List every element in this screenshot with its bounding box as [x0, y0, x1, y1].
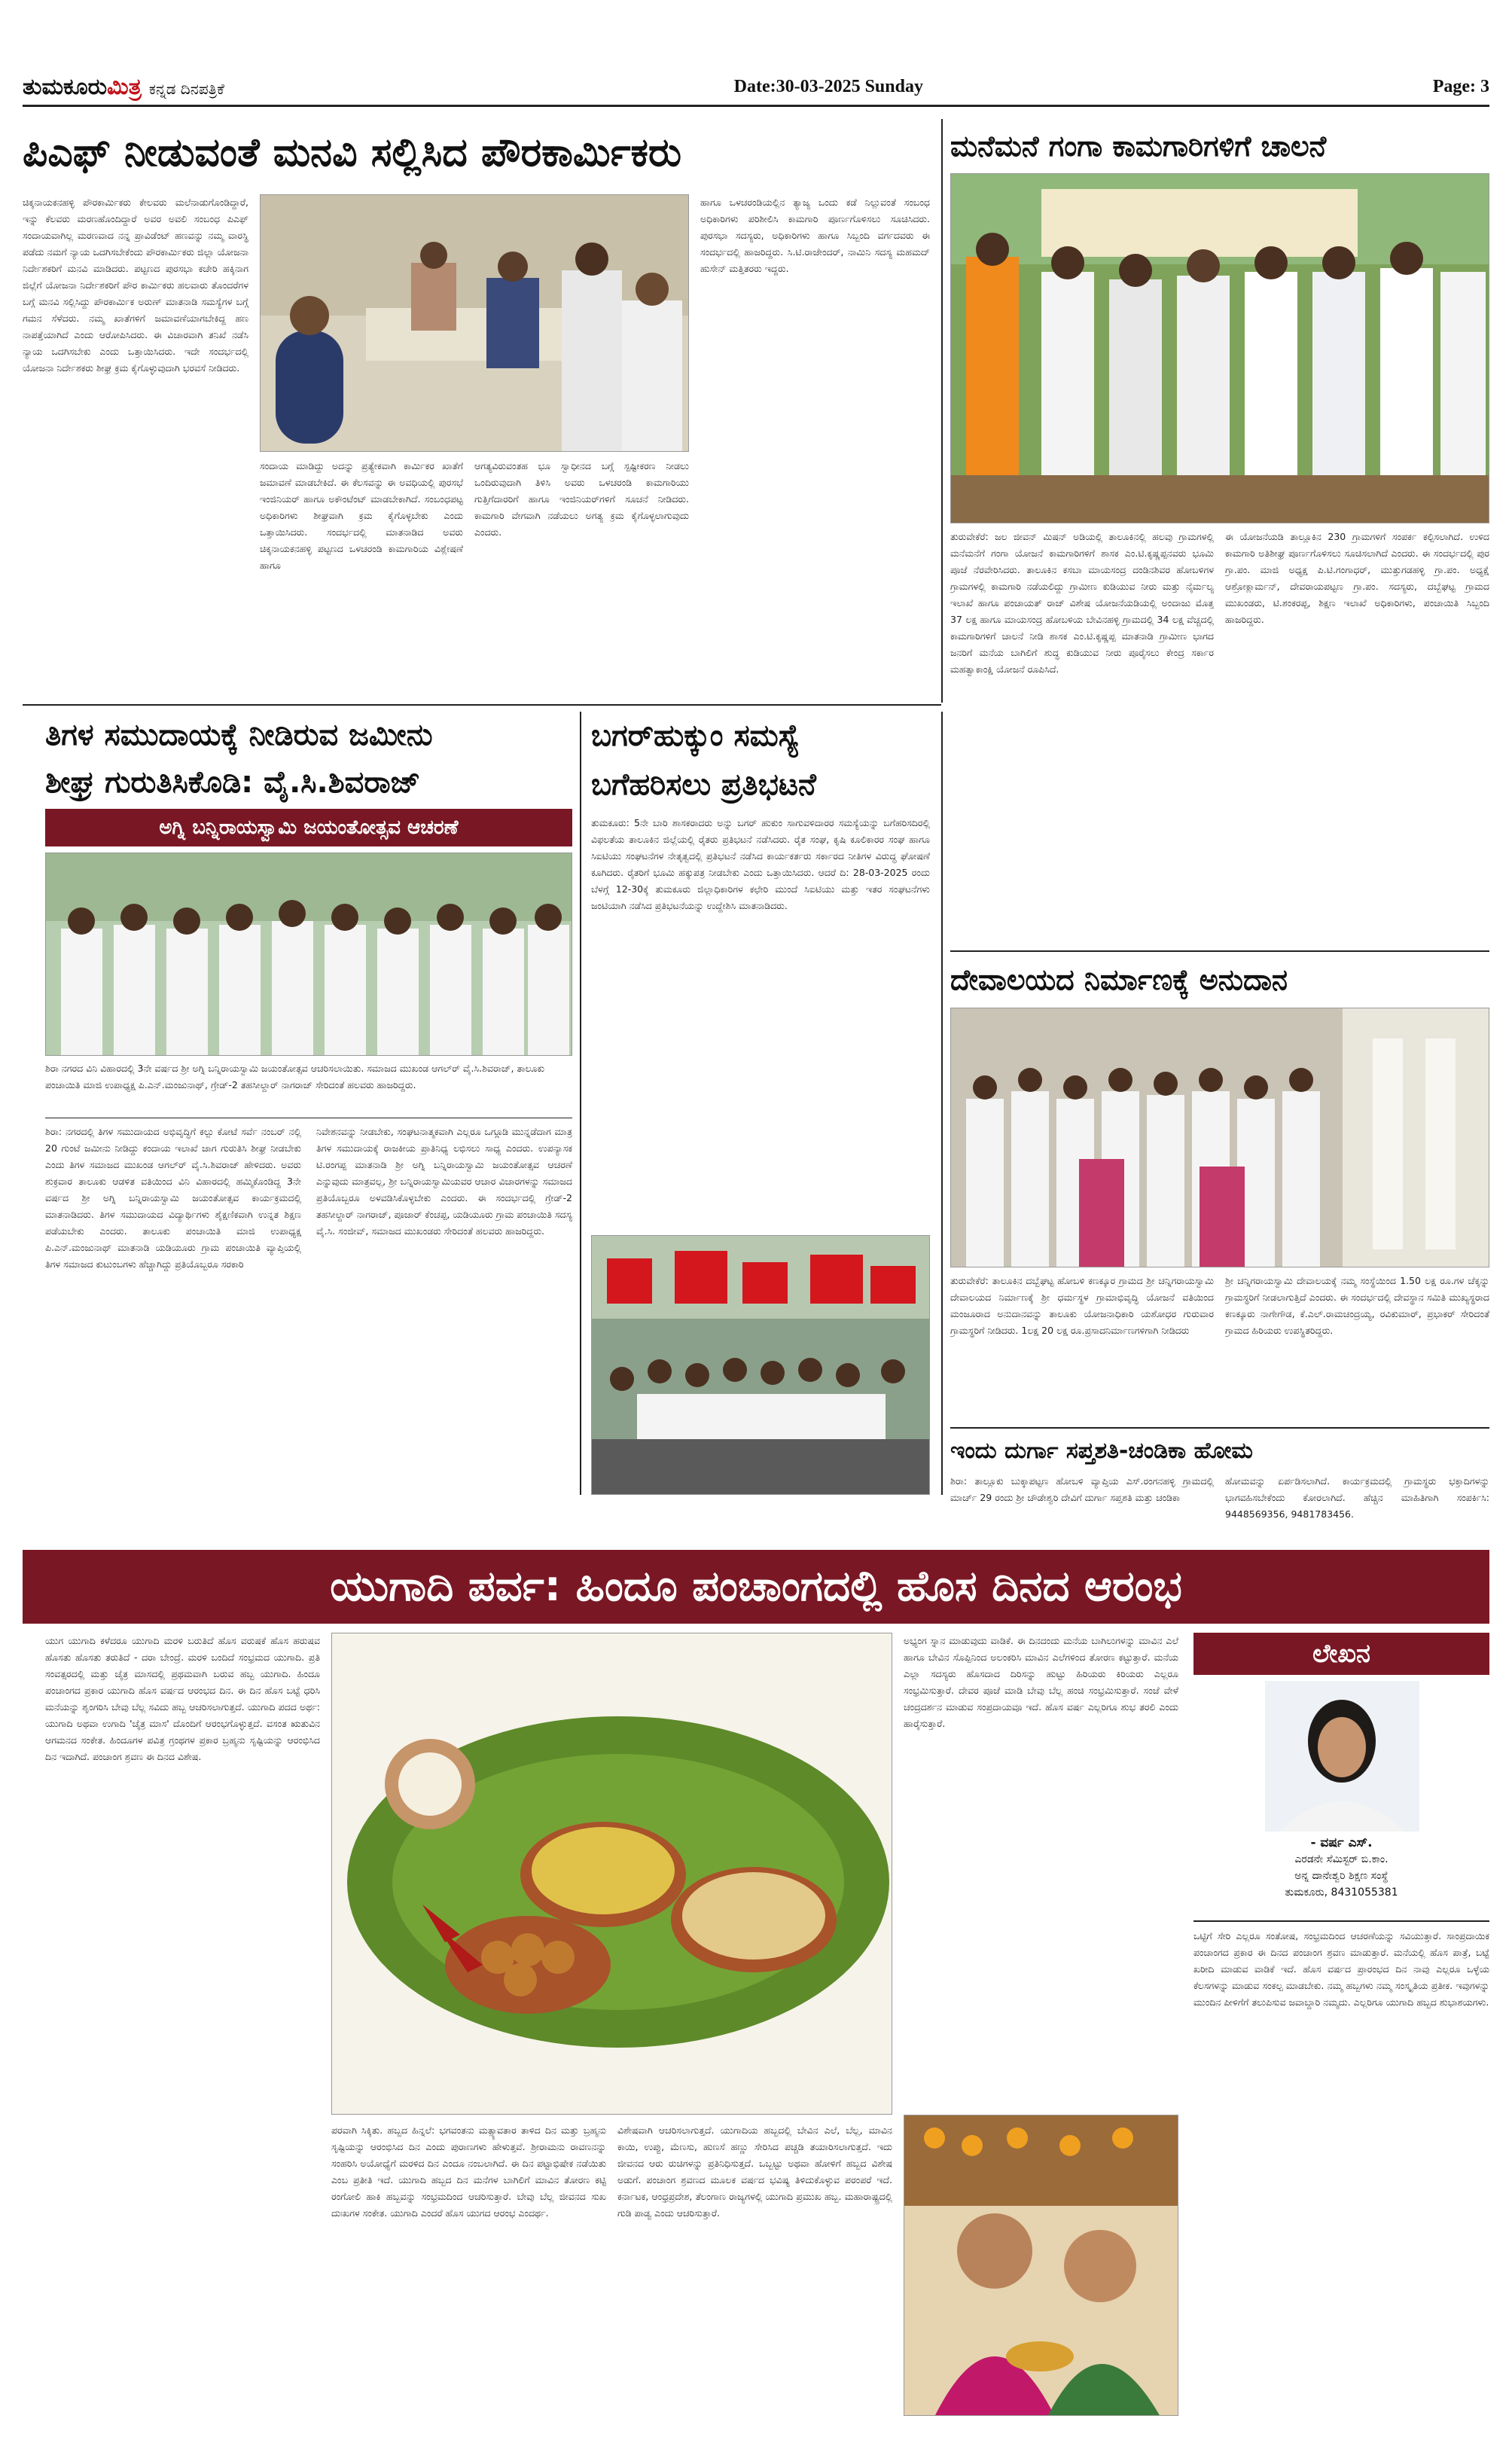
bagar-body: ತುಮಕೂರು: 5ನೇ ಬಾರಿ ಶಾಸಕರಾದರು ಅನ್ನು ಬಗರ್ ಹುಕುಂ ಸಾಗುವಳಿದಾರರ ಸಮಸ್ಯೆಯನ್ನು ಬಗೆಹರಿಸದಿರಲ್ಲಿ ವಿಫಲತೆಯ ತಾಲೂಕಿನ ಜಿಲ್ಲೆಯಲ್ಲಿ ರೈತರು ಪ್ರತಿಭಟನೆ ನಡೆಸಿದರು. ರೈತ ಸಂಘ, ಕೃಷಿ ಕೂಲಿಕಾರರ ಸಂಘ ಹಾಗೂ ಸಿಐಟಿಯು ಸಂಘಟನೆಗಳ ನೇತೃತ್ವದಲ್ಲಿ ಪ್ರತಿಭಟನೆ ನಡೆಸಿದ ಕಾರ್ಯಕರ್ತರು ಸರ್ಕಾರದ ನೀತಿಗಳ ವಿರುದ್ಧ ಘೋಷಣೆ ಕೂಗಿದರು. ರೈತರಿಗೆ ಭೂಮಿ ಹಕ್ಕುಪತ್ರ ನೀಡಬೇಕು ಎಂದು ಒತ್ತಾಯಿಸಿದರು. ಆದರೆ ದಿ: 28-03-2025 ರಂದು ಬೆಳಗ್ಗೆ 12-30ಕ್ಕೆ ತುಮಕೂರು ಜಿಲ್ಲಾಧಿಕಾರಿಗಳ ಕಛೇರಿ ಮುಂದೆ ಸಿಐಟಿಯು ಮತ್ತು ಇತರ ಸಂಘಟನೆಗಳು ಜಂಟಿಯಾಗಿ ನಡೆಸಿದ ಪ್ರತಿಭಟನೆಯನ್ನು ಉದ್ದೇಶಿಸಿ ಮಾತನಾಡಿದರು.	[591, 817, 930, 911]
durga-headline: ಇಂದು ದುರ್ಗಾ ಸಪ್ತಶತಿ-ಚಂಡಿಕಾ ಹೋಮ	[950, 1438, 1253, 1464]
festival-food-photo	[332, 1633, 892, 2115]
land-subhead: ಅಗ್ನಿ ಬನ್ನಿರಾಯಸ್ವಾಮಿ ಜಯಂತೋತ್ಸವ ಆಚರಣೆ	[45, 809, 572, 846]
land-body-col2: ನಿವೇಶನವನ್ನು ನೀಡಬೇಕು, ಸಂಘಟನಾತ್ಮಕವಾಗಿ ಎಲ್ಲರೂ ಒಗ್ಗೂಡಿ ಮುನ್ನಡೆದಾಗ ಮಾತ್ರ ತಿಗಳ ಸಮುದಾಯಕ್ಕೆ ರಾಜಕೀಯ ಪ್ರಾತಿನಿಧ್ಯ ಲಭಿಸಲು ಸಾಧ್ಯ ಎಂದರು. ಉಪನ್ಯಾಸಕ ಟಿ.ರಂಗಪ್ಪ ಮಾತನಾಡಿ ಶ್ರೀ ಅಗ್ನಿ ಬನ್ನಿರಾಯಸ್ವಾಮಿ ಜಯಂತೋತ್ಸವ ಆಚರಣೆ ಎನ್ನುವುದು ಮಾತ್ರವಲ್ಲ, ಶ್ರೀ ಬನ್ನಿರಾಯಸ್ವಾಮಿಯವರ ಆಚಾರ ವಿಚಾರಗಳನ್ನು ಸಮಾಜದ ಪ್ರತಿಯೊಬ್ಬರೂ ಅಳವಡಿಸಿಕೊಳ್ಳಬೇಕು ಎಂದರು. ಈ ಸಂದರ್ಭದಲ್ಲಿ ಗ್ರೇಡ್-2 ತಹಸೀಲ್ದಾರ್ ನಾಗರಾಜ್, ಪೂಜಾರ್ ಕೆಂಚಪ್ಪ, ಯಡಿಯೂರು ಗ್ರಾಮ ಪಂಚಾಯಿತಿ ಸದಸ್ಯ ವೈ.ಸಿ. ಸಂಜೀವ್, ಸಮಾಜದ ಮುಖಂಡರು ಸೇರಿದಂತೆ ಹಲವರು ಹಾಜರಿದ್ದರು.	[316, 1126, 572, 1237]
bagar-headline-line1: ಬಗರ್‌ಹುಕ್ಕುಂ ಸಮಸ್ಯೆ	[591, 718, 800, 753]
temple-photo	[950, 1008, 1489, 1267]
durga-body-col1: ಶಿರಾ: ತಾಲ್ಲೂಕು ಬುಕ್ಕಾಪಟ್ಟಣ ಹೋಬಳಿ ವ್ಯಾಪ್ತಿಯ ಎಸ್.ರಂಗನಹಳ್ಳಿ ಗ್ರಾಮದಲ್ಲಿ ಮಾರ್ಚ್ 29 ರಂದು ಶ್ರೀ ಚೌಡೇಶ್ವರಿ ದೇವಿಗೆ ದುರ್ಗಾ ಸಪ್ತಶತಿ ಮತ್ತು ಚಂಡಿಕಾ	[950, 1475, 1214, 1503]
pf-body-col3: ಆಗತ್ಯವಿರುವಂತಹ ಭೂ ಸ್ವಾಧೀನದ ಬಗ್ಗೆ ಸ್ಪಷ್ಟೀಕರಣ ನೀಡಲು ಒಂದಿರುವುದಾಗಿ ತಿಳಿಸಿ ಅವರು ಒಳಚರಂಡಿ ಕಾಮಗಾರಿಯು ಗುತ್ತಿಗೆದಾರರಿಗೆ ಹಾಗೂ ಇಂಜಿನಿಯರ್‌ಗಳಿಗೆ ಸೂಚನೆ ನೀಡಿದರು. ಕಾಮಗಾರಿ ವೇಗವಾಗಿ ನಡೆಯಲು ಅಗತ್ಯ ಕ್ರಮ ಕೈಗೊಳ್ಳಲಾಗುವುದು ಎಂದರು.	[474, 460, 689, 538]
logo-subtitle: ಕನ್ನಡ ದಿನಪತ್ರಿಕೆ	[148, 80, 224, 98]
author-detail: ತುಮಕೂರು, 8431055381	[1285, 1886, 1398, 1899]
logo-text: ತುಮಕೂರು	[23, 74, 108, 100]
ugadi-body-col1: ಯುಗ ಯುಗಾದಿ ಕಳೆದರೂ ಯುಗಾದಿ ಮರಳಿ ಬರುತಿದೆ ಹೊಸ ವರುಷಕೆ ಹೊಸ ಹರುಷವ ಹೊಸತು ಹೊಸತು ತರುತಿದೆ - ದರಾ ಬೇಂದ್ರೆ. ಮರಳಿ ಬಂದಿದೆ ಸಂಭ್ರಮದ ಯುಗಾದಿ. ಪ್ರತಿ ಸಂವತ್ಸರದಲ್ಲಿ ಮತ್ತು ಚೈತ್ರ ಮಾಸದಲ್ಲಿ ಪ್ರಥಮವಾಗಿ ಬರುವ ಹಬ್ಬ ಯುಗಾದಿ. ಹಿಂದೂ ಪಂಚಾಂಗದ ಪ್ರಕಾರ ಯುಗಾದಿ ಹೊಸ ವರ್ಷದ ಆರಂಭದ ದಿನ. ಈ ದಿನ ಹೊಸ ಬಟ್ಟೆ ಧರಿಸಿ ಮನೆಯನ್ನು ಶೃಂಗರಿಸಿ ಬೇವು ಬೆಲ್ಲ ಸವಿದು ಹಬ್ಬ ಆಚರಿಸಲಾಗುತ್ತದೆ. ಯುಗಾದಿ ಪದದ ಅರ್ಥ: ಯುಗಾದಿ ಅಥವಾ ಉಗಾದಿ 'ಚೈತ್ರ ಮಾಸ' ದೊಂದಿಗೆ ಆರಂಭಗೊಳ್ಳುತ್ತದೆ. ವಸಂತ ಋತುವಿನ ಆಗಮನದ ಸಂಕೇತ. ಹಿಂದೂಗಳ ಪವಿತ್ರ ಗ್ರಂಥಗಳ ಪ್ರಕಾರ ಬ್ರಹ್ಮನು ಸೃಷ್ಟಿಯನ್ನು ಆರಂಭಿಸಿದ ದಿನ ಇದಾಗಿದೆ. ಪಂಚಾಂಗ ಶ್ರವಣ ಈ ದಿನದ ವಿಶೇಷ.	[45, 1635, 320, 1762]
newspaper-logo	[23, 74, 224, 100]
ganga-headline: ಮನೆಮನೆ ಗಂಗಾ ಕಾಮಗಾರಿಗಳಿಗೆ ಚಾಲನೆ	[950, 130, 1327, 163]
pf-photo	[260, 194, 689, 452]
ugadi-women-photo	[904, 2115, 1178, 2416]
office-meeting-photo	[261, 195, 689, 452]
masthead	[23, 69, 1489, 107]
durga-body-col2: ಹೋಮವನ್ನು ಏರ್ಪಡಿಸಲಾಗಿದೆ. ಕಾರ್ಯಕ್ರಮದಲ್ಲಿ ಗ್ರಾಮಸ್ಥರು ಭಕ್ತಾದಿಗಳನ್ನು ಭಾಗವಹಿಸಬೇಕೆಂದು ಕೋರಲಾಗಿದೆ. ಹೆಚ್ಚಿನ ಮಾಹಿತಿಗಾಗಿ ಸಂಪರ್ಕಿಸಿ: 9448569356, 9481783456.	[1225, 1475, 1489, 1520]
temple-body-col1: ತುರುವೇಕೆರೆ: ತಾಲೂಕಿನ ದಬ್ಬೆಘಟ್ಟ ಹೋಬಳಿ ಕಣಕ್ಕೂರ ಗ್ರಾಮದ ಶ್ರೀ ಚನ್ನಿಗರಾಯಸ್ವಾಮಿ ದೇವಾಲಯದ ನಿರ್ಮಾಣಕ್ಕೆ ಶ್ರೀ ಧರ್ಮಸ್ಥಳ ಗ್ರಾಮಾಭಿವೃದ್ಧಿ ಯೋಜನೆ ವತಿಯಿಂದ ಮಂಜೂರಾದ ಅನುದಾನವನ್ನು ತಾಲೂಕು ಯೋಜನಾಧಿಕಾರಿ ಯಶೋಧರ ಗುರುವಾರ ಗ್ರಾಮಸ್ಥರಿಗೆ ನೀಡಿದರು. 1ಲಕ್ಷ 20 ಲಕ್ಷ ರೂ.ಪ್ರಸಾದನಿರ್ಮಾಣಗಳಿಗಾಗಿ ನೀಡಿದರು	[950, 1275, 1214, 1336]
bagar-photo	[591, 1235, 930, 1495]
section-divider	[950, 1427, 1489, 1429]
column-divider	[941, 712, 943, 1495]
jayanti-celebration-photo	[46, 853, 572, 1056]
land-caption: ಶಿರಾ ನಗರದ ವಿನಿ ವಿಹಾರದಲ್ಲಿ 3ನೇ ವರ್ಷದ ಶ್ರೀ ಅಗ್ನಿ ಬನ್ನಿರಾಯಸ್ವಾಮಿ ಜಯಂತೋತ್ಸವ ಆಚರಿಸಲಾಯಿತು. ಸಮಾಜದ ಮುಖಂಡ ಆಗಲ್‌ರ್ ವೈ.ಸಿ.ಶಿವರಾಜ್, ತಾಲೂಕು ಪಂಚಾಯಿತಿ ಮಾಜಿ ಉಪಾಧ್ಯಕ್ಷ ಪಿ.ಎನ್.ಮಂಜುನಾಥ್, ಗ್ರೇಡ್-2 ತಹಸೀಲ್ದಾರ್ ನಾಗರಾಜ್ ಸೇರಿದಂತೆ ಹಲವರು ಹಾಜರಿದ್ದರು.	[45, 1063, 545, 1090]
women-celebrating-photo	[904, 2115, 1178, 2416]
ganga-body-col2: ಈ ಯೋಜನೆಯಡಿ ತಾಲ್ಲೂಕಿನ 230 ಗ್ರಾಮಗಳಿಗೆ ಸಂಪರ್ಕ ಕಲ್ಪಿಸಲಾಗಿದೆ. ಉಳಿದ ಕಾಮಗಾರಿ ಅತಿಶೀಘ್ರ ಪೂರ್ಣಗೊಳಿಸಲು ಸೂಚಿಸಲಾಗಿದೆ ಎಂದರು. ಈ ಸಂದರ್ಭದಲ್ಲಿ ಪುರ ಗ್ರಾ.ಪಂ. ಮಾಜಿ ಅಧ್ಯಕ್ಷ ಪಿ.ಟಿ.ಗಂಗಾಧರ್, ಮುತ್ತುಗಡಹಳ್ಳಿ ಗ್ರಾ.ಪಂ. ಅಧ್ಯಕ್ಷೆ ಆಶ್ರೋಕ್ಲಾರ್ಮನ್, ದೇವರಾಯಪಟ್ಟಣ ಗ್ರಾ.ಪಂ. ಸದಸ್ಯರು, ದಬ್ಬೆಘಟ್ಟ ಗ್ರಾಮದ ಮುಖಂಡರು, ಟಿ.ಶಂಕರಪ್ಪ, ಶಿಕ್ಷಣ ಇಲಾಖೆ ಅಧಿಕಾರಿಗಳು, ಪಂಚಾಯಿತಿ ಸಿಬ್ಬಂದಿ ಹಾಜರಿದ್ದರು.	[1225, 531, 1489, 625]
author-detail: ಅನ್ನ ದಾನೇಶ್ವರಿ ಶಿಕ್ಷಣ ಸಂಸ್ಥೆ	[1294, 1870, 1389, 1882]
land-photo	[45, 852, 572, 1056]
section-divider	[1193, 1920, 1489, 1922]
temple-group-photo	[951, 1008, 1489, 1267]
logo-text-red: ಮಿತ್ರ	[107, 74, 142, 100]
author-name: - ವರ್ಷ ಎಸ್.	[1310, 1835, 1373, 1850]
bagar-headline-line2: ಬಗೆಹರಿಸಲು ಪ್ರತಿಭಟನೆ	[591, 767, 816, 802]
ugadi-body-col4: ಅಭ್ಯಂಗ ಸ್ನಾನ ಮಾಡುವುದು ವಾಡಿಕೆ. ಈ ದಿನದಂದು ಮನೆಯ ಬಾಗಿಲುಗಳನ್ನು ಮಾವಿನ ಎಲೆ ಹಾಗೂ ಬೇವಿನ ಸೊಪ್ಪಿನಿಂದ ಅಲಂಕರಿಸಿ ಮಾವಿನ ಎಲೆಗಳಿಂದ ತೋರಣ ಕಟ್ಟುತ್ತಾರೆ. ಮನೆಯ ಎಲ್ಲಾ ಸದಸ್ಯರು ಹೊಸದಾದ ದಿರಿಸನ್ನು ಹುಟ್ಟು ಹಿರಿಯರು ಕಿರಿಯರು ಎಲ್ಲರೂ ಸಂಭ್ರಮಿಸುತ್ತಾರೆ. ದೇವರ ಪೂಜೆ ಮಾಡಿ ಬೇವು ಬೆಲ್ಲ ಹಂಚಿ ಸಂಭ್ರಮಿಸುತ್ತಾರೆ. ಸಂಜೆ ವೇಳೆ ಚಂದ್ರದರ್ಶನ ಮಾಡುವ ಸಂಪ್ರದಾಯವೂ ಇದೆ. ಹೊಸ ವರ್ಷ ಎಲ್ಲರಿಗೂ ಶುಭ ತರಲಿ ಎಂದು ಹಾರೈಸುತ್ತಾರೆ.	[904, 1635, 1178, 1729]
land-body-col1: ಶಿರಾ: ನಗರದಲ್ಲಿ ತಿಗಳ ಸಮುದಾಯದ ಅಭಿವೃದ್ಧಿಗೆ ಕಲ್ಪು ಕೋಟೆ ಸರ್ವೆ ನಂಬರ್ ನಲ್ಲಿ 20 ಗುಂಟೆ ಜಮೀನು ನೀಡಿದ್ದು ಕಂದಾಯ ಇಲಾಖೆ ಜಾಗ ಗುರುತಿಸಿ ಶೀಘ್ರ ನೀಡಬೇಕು ಎಂದು ತಿಗಳ ಸಮಾಜದ ಮುಖಂಡ ಆಗಲ್‌ರ್ ವೈ.ಸಿ.ಶಿವರಾಜ್ ಹೇಳಿದರು. ಅವರು ಶುಕ್ರವಾರ ತಾಲೂಕು ಆಡಳಿತ ವತಿಯಿಂದ ವಿನಿ ವಿಹಾರದಲ್ಲಿ ಹಮ್ಮಿಕೊಂಡಿದ್ದ 3ನೇ ವರ್ಷದ ಶ್ರೀ ಅಗ್ನಿ ಬನ್ನಿರಾಯಸ್ವಾಮಿ ಜಯಂತೋತ್ಸವ ಕಾರ್ಯಕ್ರಮದಲ್ಲಿ ಮಾತನಾಡಿದರು. ತಿಗಳ ಸಮುದಾಯದ ವಿದ್ಯಾರ್ಥಿಗಳು ಶೈಕ್ಷಣಿಕವಾಗಿ ಉನ್ನತ ಶಿಕ್ಷಣ ಪಡೆಯಬೇಕು ಎಂದರು. ತಾಲೂಕು ಪಂಚಾಯಿತಿ ಮಾಜಿ ಉಪಾಧ್ಯಕ್ಷ ಪಿ.ಎನ್.ಮಂಜುನಾಥ್ ಮಾತನಾಡಿ ಯಡಿಯೂರು ಗ್ರಾಮ ಪಂಚಾಯಿತಿ ವ್ಯಾಪ್ತಿಯಲ್ಲಿ ತಿಗಳ ಸಮಾಜದ ಕುಟುಂಬಗಳು ಹೆಚ್ಚಾಗಿದ್ದು ಪ್ರತಿಯೊಬ್ಬರೂ ಸರಕಾರಿ	[45, 1126, 301, 1270]
temple-body-col2: ಶ್ರೀ ಚನ್ನಿಗರಾಯಸ್ವಾಮಿ ದೇವಾಲಯಕ್ಕೆ ನಮ್ಮ ಸಂಸ್ಥೆಯಿಂದ 1.50 ಲಕ್ಷ ರೂ.ಗಳ ಚೆಕ್ಕನ್ನು ಗ್ರಾಮಸ್ಥರಿಗೆ ನೀಡಲಾಗುತ್ತಿದೆ ಎಂದರು. ಈ ಸಂದರ್ಭದಲ್ಲಿ ದೇವಸ್ಥಾನ ಸಮಿತಿ ಮುಖ್ಯಸ್ಥರಾದ ಕಣಕ್ಕೂರು ನಾಗೇಗೌಡ, ಕೆ.ಎಲ್.ರಾಮಚಂದ್ರಯ್ಯ, ರವಿಕುಮಾರ್, ಪ್ರಭಾಕರ್ ಸೇರಿದಂತೆ ಗ್ರಾಮದ ಹಿರಿಯರು ಉಪಸ್ಥಿತರಿದ್ದರು.	[1225, 1275, 1489, 1336]
ugadi-headline: ಯುಗಾದಿ ಪರ್ವ: ಹಿಂದೂ ಪಂಚಾಂಗದಲ್ಲಿ ಹೊಸ ದಿನದ ಆರಂಭ	[23, 1550, 1489, 1624]
ugadi-photo	[331, 1633, 892, 2115]
lekhana-label: ಲೇಖನ	[1193, 1633, 1489, 1675]
pf-body-col2: ಸಂದಾಯ ಮಾಡಿದ್ದು ಅದನ್ನು ಪ್ರತ್ಯೇಕವಾಗಿ ಕಾರ್ಮಿಕರ ಖಾತೆಗೆ ಜಮಾವಣೆ ಮಾಡಬೇಕಿದೆ. ಈ ಕೆಲಸವನ್ನು ಈ ಅವಧಿಯಲ್ಲಿ ಪುರಸಭೆ ಇಂಜಿನಿಯರ್ ಹಾಗೂ ಅಕೌಂಟೆಂಟ್ ಮಾಡಬೇಕಾಗಿದೆ. ಸಂಬಂಧಪಟ್ಟ ಅಧಿಕಾರಿಗಳು ಶೀಘ್ರವಾಗಿ ಕ್ರಮ ಕೈಗೊಳ್ಳಬೇಕು ಎಂದು ಒತ್ತಾಯಿಸಿದರು. ಸಂದರ್ಭದಲ್ಲಿ ಮಾತನಾಡಿದ ಅವರು ಚಿಕ್ಕನಾಯಕನಹಳ್ಳಿ ಪಟ್ಟಣದ ಒಳಚರಂಡಿ ಕಾಮಗಾರಿಯ ವಿಶ್ಲೇಷಣೆ ಹಾಗೂ	[260, 460, 463, 571]
column-divider	[941, 119, 943, 703]
column-divider	[580, 712, 581, 1495]
ganga-body-col1: ತುರುವೇಕೆರೆ: ಜಲ ಜೀವನ್ ಮಿಷನ್ ಅಡಿಯಲ್ಲಿ ತಾಲೂಕಿನಲ್ಲಿ ಹಲವು ಗ್ರಾಮಗಳಲ್ಲಿ ಮನೆಮನೆಗೆ ಗಂಗಾ ಯೋಜನೆ ಕಾಮಗಾರಿಗಳಿಗೆ ಶಾಸಕ ಎಂ.ಟಿ.ಕೃಷ್ಣಪ್ಪನವರು ಭೂಮಿ ಪೂಜೆ ನೆರವೇರಿಸಿದರು. ತಾಲೂಕಿನ ಕಸಬಾ ಮಾಯಸಂದ್ರ ದಂಡಿನಶಿವರ ಹೋಬಳಿಗಳ ಗ್ರಾಮಗಳಲ್ಲಿ ಕಾಮಗಾರಿ ನಡೆಯಲಿದ್ದು ಗ್ರಾಮೀಣ ಕುಡಿಯುವ ನೀರು ಮತ್ತು ನೈರ್ಮಲ್ಯ ಇಲಾಖೆ ಹಾಗೂ ಪಂಚಾಯತ್ ರಾಜ್ ವಿಶೇಷ ಯೋಜನೆಯಡಿಯಲ್ಲಿ ಅಂದಾಜು ಮೊತ್ತ 37 ಲಕ್ಷ ಹಾಗೂ ಮಾಯಸಂದ್ರ ಹೋಬಳಿಯ ಬೇವಿನಹಳ್ಳಿ ಗ್ರಾಮದಲ್ಲಿ 34 ಲಕ್ಷ ವೆಚ್ಚದಲ್ಲಿ ಕಾಮಗಾರಿಗಳಿಗೆ ಚಾಲನೆ ನೀಡಿ ಶಾಸಕ ಎಂ.ಟಿ.ಕೃಷ್ಣಪ್ಪ ಮಾತನಾಡಿ ಗ್ರಾಮೀಣ ಭಾಗದ ಜನರಿಗೆ ಮನೆಯ ಬಾಗಿಲಿಗೆ ಶುದ್ಧ ಕುಡಿಯುವ ನೀರು ಪೂರೈಸಲು ಕೇಂದ್ರ ಸರ್ಕಾರ ಮಹತ್ವಾಕಾಂಕ್ಷಿ ಯೋಜನೆ ರೂಪಿಸಿದೆ.	[950, 531, 1214, 675]
section-divider	[23, 704, 941, 706]
author-portrait	[1265, 1681, 1419, 1832]
page-number: Page: 3	[1432, 77, 1489, 96]
pf-body-col4: ಹಾಗೂ ಒಳಚರಂಡಿಯಲ್ಲಿನ ತ್ಯಾಜ್ಯ ಒಂದು ಕಡೆ ನಿಲ್ಲುವಂತೆ ಸಂಬಂಧ ಅಧಿಕಾರಿಗಳು ಪರಿಶೀಲಿಸಿ ಕಾಮಗಾರಿ ಪೂರ್ಣಗೊಳಿಸಲು ಸೂಚಿಸಿದರು. ಪುರಸಭಾ ಸದಸ್ಯರು, ಅಧಿಕಾರಿಗಳು ಹಾಗೂ ಸಿಬ್ಬಂದಿ ವರ್ಗದವರು ಈ ಸಂದರ್ಭದಲ್ಲಿ ಹಾಜರಿದ್ದರು. ಸಿ.ಟಿ.ರಾಜೇಂದರ್, ನಾಮಿನಿ ಸದಸ್ಯ ಮಹಮದ್ ಹುಸೇನ್ ಮತ್ತಿತರರು ಇದ್ದರು.	[700, 197, 930, 274]
land-headline-line2: ಶೀಘ್ರ ಗುರುತಿಸಿಕೊಡಿ: ವೈ.ಸಿ.ಶಿವರಾಜ್	[45, 765, 421, 800]
author-photo	[1265, 1681, 1419, 1832]
puja-ceremony-photo	[951, 174, 1489, 523]
ugadi-body-col3: ವಿಶೇಷವಾಗಿ ಆಚರಿಸಲಾಗುತ್ತದೆ. ಯುಗಾದಿಯ ಹಬ್ಬದಲ್ಲಿ ಬೇವಿನ ಎಲೆ, ಬೆಲ್ಲ, ಮಾವಿನ ಕಾಯಿ, ಉಪ್ಪು, ಮೆಣಸು, ಹುಣಸೆ ಹಣ್ಣು ಸೇರಿಸಿದ ಪಚ್ಚಡಿ ತಯಾರಿಸಲಾಗುತ್ತದೆ. ಇದು ಜೀವನದ ಆರು ರುಚಿಗಳನ್ನು ಪ್ರತಿನಿಧಿಸುತ್ತದೆ. ಒಬ್ಬಟ್ಟು ಅಥವಾ ಹೋಳಿಗೆ ಹಬ್ಬದ ವಿಶೇಷ ಅಡುಗೆ. ಪಂಚಾಂಗ ಶ್ರವಣದ ಮೂಲಕ ವರ್ಷದ ಭವಿಷ್ಯ ತಿಳಿದುಕೊಳ್ಳುವ ಪರಂಪರೆ ಇದೆ. ಕರ್ನಾಟಕ, ಆಂಧ್ರಪ್ರದೇಶ, ತೆಲಂಗಾಣ ರಾಜ್ಯಗಳಲ್ಲಿ ಯುಗಾದಿ ಪ್ರಮುಖ ಹಬ್ಬ. ಮಹಾರಾಷ್ಟ್ರದಲ್ಲಿ ಗುಡಿ ಪಾಡ್ವ ಎಂದು ಆಚರಿಸುತ್ತಾರೆ.	[617, 2124, 892, 2219]
section-divider	[950, 950, 1489, 952]
ganga-photo	[950, 173, 1489, 523]
dateline: Date:30-03-2025 Sunday	[733, 77, 923, 96]
author-block	[1193, 1835, 1489, 1917]
protest-rally-photo	[592, 1236, 930, 1495]
ugadi-body-col2: ಪರವಾಗಿ ಸಿಕ್ಕಿತು. ಹಬ್ಬದ ಹಿನ್ನಲೆ: ಭಗವಂತನು ಮತ್ಸ್ಯಾವತಾರ ತಾಳಿದ ದಿನ ಮತ್ತು ಬ್ರಹ್ಮನು ಸೃಷ್ಟಿಯನ್ನು ಆರಂಭಿಸಿದ ದಿನ ಎಂದು ಪುರಾಣಗಳು ಹೇಳುತ್ತವೆ. ಶ್ರೀರಾಮನು ರಾವಣನನ್ನು ಸಂಹರಿಸಿ ಅಯೋಧ್ಯೆಗೆ ಮರಳಿದ ದಿನ ಎಂದೂ ನಂಬಲಾಗಿದೆ. ಈ ದಿನ ಪಟ್ಟಾಭಿಷೇಕ ನಡೆಯಿತು ಎಂಬ ಪ್ರತೀತಿ ಇದೆ. ಯುಗಾದಿ ಹಬ್ಬದ ದಿನ ಮನೆಗಳ ಬಾಗಿಲಿಗೆ ಮಾವಿನ ತೋರಣ ಕಟ್ಟಿ ರಂಗೋಲಿ ಹಾಕಿ ಹಬ್ಬವನ್ನು ಸಂಭ್ರಮದಿಂದ ಆಚರಿಸುತ್ತಾರೆ. ಬೇವು ಬೆಲ್ಲ ಜೀವನದ ಸುಖ ದುಃಖಗಳ ಸಂಕೇತ. ಯುಗಾದಿ ಎಂದರೆ ಹೊಸ ಯುಗದ ಆರಂಭ ಎಂದರ್ಥ.	[331, 2124, 606, 2219]
ugadi-body-col5: ಒಟ್ಟಿಗೆ ಸೇರಿ ಎಲ್ಲರೂ ಸಂತೋಷ, ಸಂಭ್ರಮದಿಂದ ಆಚರಣೆಯನ್ನು ಸವಿಯುತ್ತಾರೆ. ಸಾಂಪ್ರದಾಯಿಕ ಪಂಚಾಂಗದ ಪ್ರಕಾರ ಈ ದಿನದ ಪಂಚಾಂಗ ಶ್ರವಣ ಮಾಡುತ್ತಾರೆ. ಮನೆಯಲ್ಲಿ ಹೊಸ ಪಾತ್ರೆ, ಬಟ್ಟೆ ಖರೀದಿ ಮಾಡುವ ವಾಡಿಕೆ ಇದೆ. ಹೊಸ ವರ್ಷದ ಪ್ರಾರಂಭದ ದಿನ ನಾವು ಎಲ್ಲರೂ ಒಳ್ಳೆಯ ಕೆಲಸಗಳನ್ನು ಮಾಡುವ ಸಂಕಲ್ಪ ಮಾಡಬೇಕು. ನಮ್ಮ ಹಬ್ಬಗಳು ನಮ್ಮ ಸಂಸ್ಕೃತಿಯ ಪ್ರತೀಕ. ಇವುಗಳನ್ನು ಮುಂದಿನ ಪೀಳಿಗೆಗೆ ತಲುಪಿಸುವ ಜವಾಬ್ದಾರಿ ನಮ್ಮದು. ಎಲ್ಲರಿಗೂ ಯುಗಾದಿ ಹಬ್ಬದ ಶುಭಾಶಯಗಳು.	[1193, 1930, 1489, 2008]
temple-headline: ದೇವಾಲಯದ ನಿರ್ಮಾಣಕ್ಕೆ ಅನುದಾನ	[950, 963, 1288, 996]
pf-body-col1: ಚಿಕ್ಕನಾಯಕನಹಳ್ಳಿ ಪೌರಕಾರ್ಮಿಕರು ಕೇಲವರು ಮಲೆನಾಡುಗೊಂಡಿದ್ದಾರೆ, ಇನ್ನು ಕೆಲವರು ಮರಣಹೊಂದಿದ್ದಾರೆ ಅವರ ಅವಲಿ ಸಂಬಂಧ ಪಿಎಫ್ ಸಂದಾಯವಾಗಿಲ್ಲ ಮರಣವಾದ ನನ್ನ ಪ್ರಾವಿಡೆಂಟ್ ಹಣವನ್ನು ನಮ್ಮ ವಾರಸ್ಥಿ ಪಡೆದು ನಮಗೆ ನ್ಯಾಯ ಒದಗಿಸಬೇಕೆಂದು ಪೌರಕಾರ್ಮಿಕರು ಜಿಲ್ಲಾ ಯೋಜನಾ ನಿರ್ದೇಶಕರಿಗೆ ಮನವಿ ಮಾಡಿದರು. ಪಟ್ಟಣದ ಪುರಸಭಾ ಕಚೇರಿ ಹಕ್ಕಿನಾಗ ಜಿಲ್ಲೆಗೆ ಯೋಜನಾ ನಿರ್ದೇಶಕರಿಗೆ ಪೌರ ಕಾರ್ಮಿಕರು ಹಲವಾರು ತೊಂದರೆಗಳ ಬಗ್ಗೆ ಮನವಿ ಸಲ್ಲಿಸಿದ್ದು ಪೌರಕಾರ್ಮಿಕ ಅರುಣ್ ಮಾತನಾಡಿ ಸಮಸ್ಯೆಗಳ ಬಗ್ಗೆ ಗಮನ ಸೆಳೆದರು. ನಮ್ಮ ಖಾತೆಗಳಿಗೆ ಜಮಾವಣೆಯಾಗಬೇಕಿದ್ದ ಹಣ ನಾಪತ್ತೆಯಾಗಿದೆ ಎಂದು ಆರೋಪಿಸಿದರು. ಈ ವಿಚಾರವಾಗಿ ತನಿಖೆ ನಡೆಸಿ ನ್ಯಾಯ ಒದಗಿಸಬೇಕು ಎಂದು ಒತ್ತಾಯಿಸಿದರು. ಇದೇ ಸಂದರ್ಭದಲ್ಲಿ ಯೋಜನಾ ನಿರ್ದೇಶಕರು ಶೀಘ್ರ ಕ್ರಮ ಕೈಗೊಳ್ಳುವುದಾಗಿ ಭರವಸೆ ನೀಡಿದರು.	[23, 197, 248, 374]
pf-headline: ಪಿಎಫ್ ನೀಡುವಂತೆ ಮನವಿ ಸಲ್ಲಿಸಿದ ಪೌರಕಾರ್ಮಿಕರು	[23, 130, 681, 175]
author-detail: ಎರಡನೇ ಸೆಮಿಸ್ಟರ್ ಬಿ.ಕಾಂ.	[1294, 1853, 1389, 1865]
land-headline-line1: ತಿಗಳ ಸಮುದಾಯಕ್ಕೆ ನೀಡಿರುವ ಜಮೀನು	[45, 718, 433, 752]
